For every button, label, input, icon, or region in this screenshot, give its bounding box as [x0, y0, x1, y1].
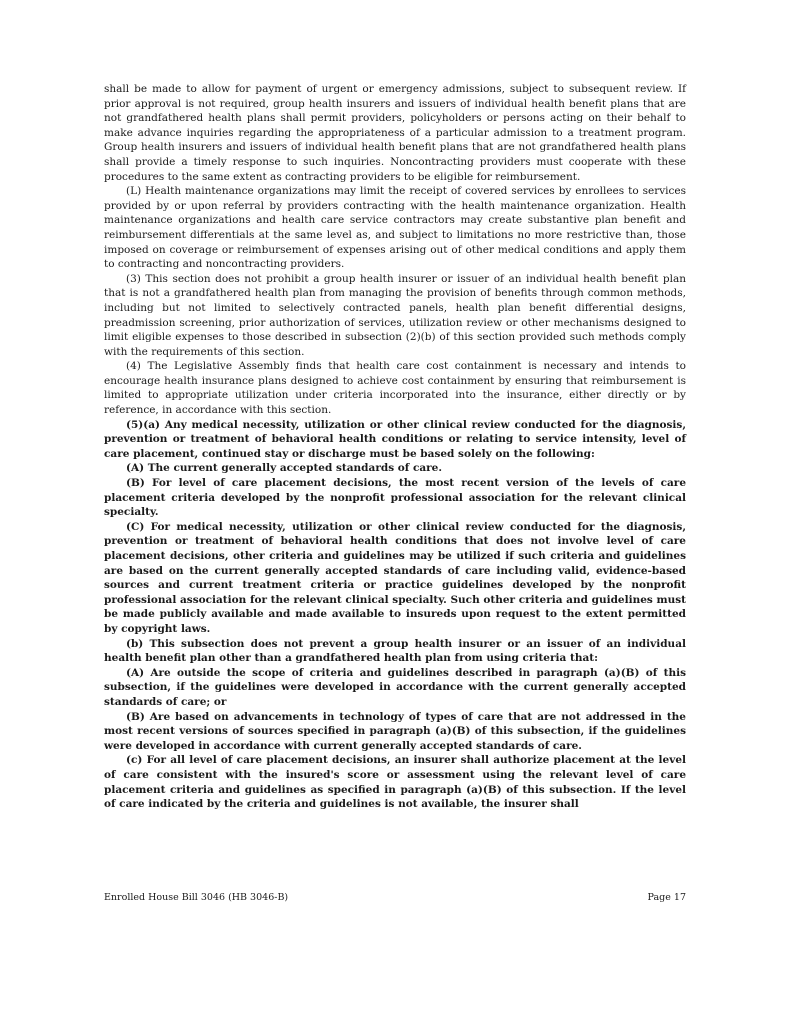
- paragraph-5a-A: (A) The current generally accepted standards of care.: [126, 462, 443, 475]
- paragraph-3: (3) This section does not prohibit a group health insurer or issuer of an individual health benefit plan that is not a grandfathered health plan from managing the provision of benefits through common methods, including but not limited to selectively contracted panels, health plan benefit differential designs, preadmission screening, prior authorization of services, utilization review or other mechanisms designed to limit eligible expenses to those described in subsection (2)(b) of this section provided such methods comply with the requirements of this section.: [104, 272, 686, 358]
- paragraph-continuation: shall be made to allow for payment of urgent or emergency admissions, subject to subsequent review. If prior approval is not required, group health insurers and issuers of individual health benefit plans that are not grandfathered health plans shall permit providers, policyholders or persons acting on their behalf to make advance inquiries regarding the appropriateness of a particular admission to a treatment program. Group health insurers and issuers of individual health benefit plans that are not grandfathered health plans shall provide a timely response to such inquiries. Noncontracting providers must cooperate with these procedures to the same extent as contracting providers to be eligible for reimbursement.: [104, 83, 686, 183]
- paragraph-5c: (c) For all level of care placement decisions, an insurer shall authorize placement at the level of care consistent with the insured's score or assessment using the relevant level of care placement criteria and guidelines as specified in paragraph (a)(B) of this subsection. If the level of care indicated by the criteria and guidelines is not available, the insurer shall: [104, 754, 686, 811]
- paragraph-5a: (5)(a) Any medical necessity, utilization or other clinical review conducted for the diagnosis, prevention or treatment of behavioral health conditions or relating to service intensity, level of care placement, continued stay or discharge must be based solely on the following:: [104, 418, 686, 460]
- paragraph-5a-C: (C) For medical necessity, utilization or other clinical review conducted for the diagnosis, prevention or treatment of behavioral health conditions that does not involve level of care placement decisions, other criteria and guidelines may be utilized if such criteria and guidelines are based on the current generally accepted standards of care including valid, evidence-based sources and current treatment criteria or practice guidelines developed by the nonprofit professional association for the relevant clinical specialty. Such other criteria and guidelines must be made publicly available and made available to insureds upon request to the extent permitted by copyright laws.: [104, 520, 686, 635]
- paragraph-l: (L) Health maintenance organizations may limit the receipt of covered services by enrollees to services provided by or upon referral by providers contracting with the health maintenance organization. Health maintenance organizations and health care service contractors may create substantive plan benefit and reimbursement differentials at the same level as, and subject to limitations no more restrictive than, those imposed on coverage or reimbursement of expenses arising out of other medical conditions and apply them to contracting and noncontracting providers.: [104, 185, 686, 271]
- paragraph-5b: (b) This subsection does not prevent a group health insurer or an issuer of an individual health benefit plan other than a grandfathered health plan from using criteria that:: [104, 637, 686, 665]
- paragraph-4: (4) The Legislative Assembly finds that health care cost containment is necessary and intends to encourage health insurance plans designed to achieve cost containment by ensuring that reimbursement is limited to appropriate utilization under criteria incorporated into the insurance, either directly or by reference, in accordance with this section.: [104, 360, 686, 417]
- paragraph-5a-B: (B) For level of care placement decisions, the most recent version of the levels of care placement criteria developed by the nonprofit professional association for the relevant clinical specialty.: [104, 477, 686, 519]
- bill-reference: Enrolled House Bill 3046 (HB 3046-B): [104, 892, 289, 903]
- paragraph-5b-B: (B) Are based on advancements in technology of types of care that are not addressed in the most recent versions of sources specified in paragraph (a)(B) of this subsection, if the guidelines were developed in accordance with current generally accepted standards of care.: [104, 710, 686, 752]
- paragraph-5b-A: (A) Are outside the scope of criteria and guidelines described in paragraph (a)(B) of this subsection, if the guidelines were developed in accordance with the current generally accepted standards of care; or: [104, 666, 686, 708]
- page-number: Page 17: [647, 892, 686, 903]
- page-body: [104, 82, 686, 812]
- page-footer: [104, 892, 686, 903]
